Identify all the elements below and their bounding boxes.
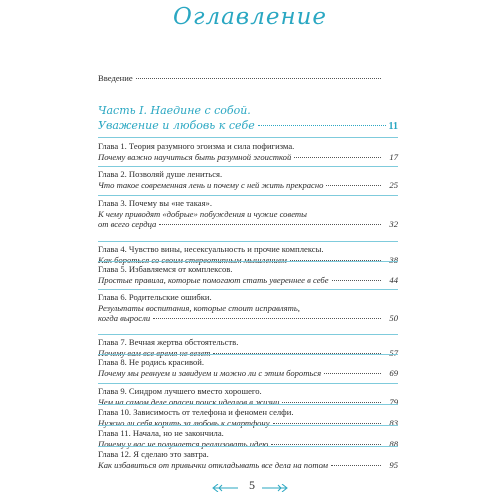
- chapter-page-number: 57: [389, 348, 398, 358]
- chapter-subtitle: [98, 439, 398, 449]
- page-footer: [0, 478, 500, 498]
- chapter-divider: [98, 383, 398, 384]
- chapter-title-text: Глава 6. Родительские ошибки.: [98, 292, 212, 302]
- chapter-divider: [98, 425, 398, 426]
- chapter-title-text: Глава 5. Избавляемся от комплексов.: [98, 264, 233, 274]
- chapter-title-text: Глава 9. Синдром лучшего вместо хорошего.: [98, 386, 262, 396]
- chapter-title: [98, 141, 398, 151]
- leader-dots: [159, 224, 381, 225]
- part-title-line1: Часть I. Наедине с собой.: [98, 104, 251, 117]
- chapter-title: [98, 449, 398, 459]
- leader-dots: [331, 465, 381, 466]
- chapter-subtitle-text: К чему приводят «добрые» побуждения и чужие советы: [98, 209, 307, 219]
- chapter-title-text: Глава 4. Чувство вины, несексуальность и прочие комплексы.: [98, 244, 324, 254]
- chapter-title: [98, 407, 398, 417]
- leader-dots: [294, 157, 381, 158]
- chapter-page-number: 38: [389, 255, 398, 265]
- page-title: Оглавление: [172, 4, 328, 30]
- chapter-page-number: 25: [389, 180, 398, 190]
- leader-dots: [258, 125, 386, 126]
- chapter-subtitle-text: Нужно ли себя корить за любовь к смартфону: [98, 418, 270, 428]
- chapter-title: [98, 386, 398, 396]
- chapter-title: [98, 244, 398, 254]
- chapter-subtitle-text: Почему мы ревнуем и завидуем и можно ли с этим бороться: [98, 368, 322, 378]
- chapter-title-text: Глава 12. Я сделаю это завтра.: [98, 449, 209, 459]
- chapter-subtitle: [98, 152, 398, 162]
- leader-dots: [271, 444, 381, 445]
- chapter-title-text: Глава 10. Зависимость от телефона и феномен селфи.: [98, 407, 294, 417]
- chapter-subtitle: [98, 397, 398, 407]
- chapter-divider: [98, 404, 398, 405]
- chapter-title: [98, 292, 398, 302]
- chapter-title-text: Глава 1. Теория разумного эгоизма и сила пофигизма.: [98, 141, 295, 151]
- chapter-divider: [98, 195, 398, 196]
- chapter-title: [98, 264, 398, 274]
- arrow-left-icon: [212, 484, 238, 492]
- leader-dots: [273, 423, 381, 424]
- chapter-subtitle: [98, 180, 398, 190]
- chapter-title: [98, 357, 398, 367]
- chapter-subtitle-text: Простые правила, которые помогают стать увереннее в себе: [98, 275, 329, 285]
- leader-dots: [324, 373, 381, 374]
- chapter-subtitle-text: Результаты воспитания, которые стоит исправлять,: [98, 303, 300, 313]
- chapter-subtitle-text: Почему у вас не получается реализовать идею: [98, 439, 269, 449]
- leader-dots: [332, 280, 381, 281]
- chapter-page-number: 79: [389, 397, 398, 407]
- chapter-divider: [98, 166, 398, 167]
- part-divider: [98, 137, 398, 138]
- chapter-title-text: Глава 3. Почему вы «не такая».: [98, 198, 212, 208]
- chapter-title: [98, 198, 398, 208]
- chapter-subtitle-text: Как избавиться от привычки откладывать все дела на потом: [98, 460, 329, 470]
- chapter-title: [98, 169, 398, 179]
- chapter-divider: [98, 241, 398, 242]
- chapter-divider: [98, 289, 398, 290]
- chapter-page-number: 95: [389, 460, 398, 470]
- chapter-divider: [98, 354, 398, 355]
- leader-dots: [282, 402, 381, 403]
- chapter-subtitle-text: Чем на самом деле опасен поиск идеалов в жизни: [98, 397, 280, 407]
- chapter-title: [98, 428, 398, 438]
- chapter-page-number: 17: [389, 152, 398, 162]
- leader-dots: [153, 318, 381, 319]
- chapter-divider: [98, 261, 398, 262]
- page-number: 5: [249, 478, 255, 492]
- chapter-page-number: 44: [389, 275, 398, 285]
- chapter-title-text: Глава 7. Вечная жертва обстоятельств.: [98, 337, 239, 347]
- chapter-divider: [98, 334, 398, 335]
- chapter-subtitle-text: Почему важно научиться быть разумной эгоисткой: [98, 152, 292, 162]
- chapter-page-number: 83: [389, 418, 398, 428]
- chapter-title-text: Глава 8. Не родись красивой.: [98, 357, 205, 367]
- arrow-right-icon: [262, 484, 288, 492]
- part-title-line2: Уважение и любовь к себе: [98, 119, 255, 132]
- chapter-subtitle-text: Почему вам все время не везет: [98, 348, 211, 358]
- chapter-subtitle: [98, 209, 398, 219]
- chapter-title-text: Глава 2. Позволяй душе лениться.: [98, 169, 223, 179]
- chapter-subtitle: [98, 303, 398, 313]
- intro-label: Введение: [98, 73, 133, 83]
- chapter-divider: [98, 446, 398, 447]
- leader-dots: [136, 78, 381, 79]
- chapter-title: [98, 337, 398, 347]
- toc-part-1[interactable]: [98, 103, 398, 134]
- chapter-subtitle: [98, 275, 398, 285]
- chapter-page-number: 88: [389, 439, 398, 449]
- chapter-page-number: 69: [389, 368, 398, 378]
- chapter-subtitle: [98, 368, 398, 378]
- chapter-subtitle: [98, 418, 398, 428]
- chapter-subtitle-text: от всего сердца: [98, 219, 157, 229]
- chapter-subtitle: [98, 219, 398, 229]
- chapter-title-text: Глава 11. Начала, но не закончила.: [98, 428, 224, 438]
- leader-dots: [326, 185, 381, 186]
- chapter-subtitle: [98, 313, 398, 323]
- part-page: 11: [388, 121, 398, 132]
- chapter-page-number: 32: [389, 219, 398, 229]
- chapter-subtitle-text: Что такое современная лень и почему с ней жить прекрасно: [98, 180, 324, 190]
- chapter-page-number: 50: [389, 313, 398, 323]
- toc-intro[interactable]: [98, 73, 398, 83]
- chapter-subtitle-text: Как бороться со своим стереотипным мышлением: [98, 255, 287, 265]
- chapter-subtitle: [98, 460, 398, 470]
- chapter-subtitle-text: когда выросли: [98, 313, 151, 323]
